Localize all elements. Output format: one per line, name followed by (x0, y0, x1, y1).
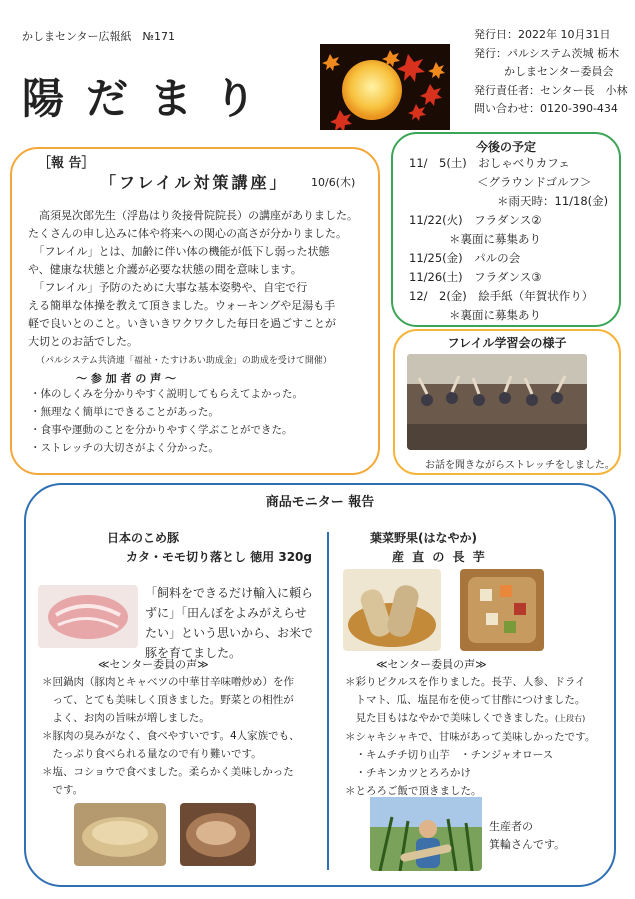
right-product-name: 産 直 の 長 芋 (392, 550, 487, 564)
study-title: フレイル学習会の様子 (447, 336, 567, 350)
monitor-title: 商品モニター 報告 (265, 495, 375, 510)
producer-line: 生産者の (489, 820, 533, 833)
voice-item: って、とても美味しく頂きました。野菜との相性が (42, 694, 294, 706)
left-product-name: カタ・モモ切り落とし 徳用 320g (126, 550, 312, 564)
voice-item: ＊回鍋肉（豚肉とキャベツの中華甘辛味噌炒め）を作 (42, 676, 294, 688)
voice-item: です。 (42, 784, 84, 796)
voice-item: ＊シャキシャキで、甘味があって美味しかったです。 (345, 731, 596, 743)
voice-item: ＊豚肉の臭みがなく、食べやすいです。4人家族でも、 (42, 730, 300, 742)
voice-item: ・食事や運動のことを分かりやすく学ぶことができた。 (30, 424, 293, 436)
publisher: 発行：パルシステム茨城 栃木 (474, 46, 620, 60)
producer-line: 箕輪さんです。 (489, 838, 566, 851)
schedule-list (409, 154, 608, 325)
right-voices-title: ≪センター委員の声≫ (376, 658, 487, 671)
publish-date: 発行日：2022年 10月31日 (474, 28, 611, 41)
report-paragraph: 「フレイル」とは、加齢に伴い体の機能が低下し弱った状態 (28, 245, 330, 258)
voice-item: ・無理なく簡単にできることがあった。 (30, 406, 219, 418)
report-paragraph: える簡単な体操を教えて頂きました。ウォーキングや足湯も手 (28, 299, 336, 312)
right-voices (345, 673, 595, 800)
report-paragraph: 「フレイル」予防のために大事な基本姿勢や、自宅で行 (28, 281, 308, 294)
intro-line: 「飼料をできるだけ輸入に頼ら (145, 586, 314, 600)
left-product-intro (145, 583, 313, 663)
report-paragraph: 大切とのお話でした。 (28, 335, 138, 348)
schedule-item: ＊雨天時：11/18(金) (497, 194, 609, 208)
grant-note: （パルシステム共済連「福祉・たすけあい助成金」の助成を受けて開催） (36, 356, 332, 366)
schedule-title: 今後の予定 (475, 140, 536, 154)
voice-item: ・ストレッチの大切さがよく分かった。 (30, 442, 219, 454)
schedule-item: 12/ 2(金) 絵手紙（年賀状作り） (409, 289, 594, 303)
schedule-item: 11/25(金) パルの会 (409, 251, 521, 265)
left-voices-title: ≪センター委員の声≫ (98, 658, 209, 671)
report-tag: ［報 告］ (38, 156, 95, 171)
voice-item: ＊とろろご飯で頂きました。 (345, 785, 482, 797)
pickles-photo (460, 569, 544, 651)
pork-photo (38, 585, 138, 648)
voice-item: たっぷり食べられる量なので有り難いです。 (42, 748, 262, 760)
right-product-brand: 葉菜野果(はなやか) (370, 531, 477, 545)
report-paragraph: 軽で良いとのこと。いきいきワクワクした毎日を過ごすことが (28, 317, 336, 330)
left-voices (42, 673, 300, 799)
schedule-item: 11/22(火) フラダンス② (409, 213, 542, 227)
publication-info (474, 26, 628, 119)
page-title: 陽だまり (22, 74, 279, 123)
contact-phone: 問い合わせ：0120-390-434 (474, 102, 618, 115)
schedule-item: ＊裏面に募集あり (449, 232, 541, 246)
stir-fry-photo (180, 803, 256, 866)
voice-item: ・体のしくみを分かりやすく説明してもらえてよかった。 (30, 388, 303, 400)
report-paragraph: 高須晃次郎先生（浮島はり灸接骨院院長）の講座がありました。 (28, 209, 358, 222)
study-caption: お話を聞きながらストレッチをしました。 (425, 460, 615, 471)
participant-voices (30, 385, 303, 457)
schedule-item: 11/26(土) フラダンス③ (409, 270, 542, 284)
voice-item: ・キムチチ切り山芋 ・チンジャオロース (345, 749, 554, 761)
yam-basket-photo (343, 569, 441, 651)
schedule-item: ＊裏面に募集あり (449, 308, 541, 322)
report-heading: 「フレイル対策講座」 (100, 173, 289, 192)
voice-item: ＊塩、コショウで食べました。柔らかく美味しかった (42, 766, 294, 778)
report-date: 10/6(木) (311, 176, 356, 189)
schedule-item: 11/ 5(土) おしゃべりカフェ (409, 156, 570, 170)
voice-item: ・チキンカツとろろかけ (345, 767, 471, 779)
report-body (28, 207, 358, 351)
monitor-divider (327, 532, 329, 870)
photo-position-note: (上段右) (555, 714, 586, 723)
voice-item: ＊彩りピクルスを作りました。長芋、人参、ドライ (345, 676, 586, 688)
report-paragraph: や、健康な状態と介護が必要な状態の間を意味します。 (28, 263, 302, 276)
intro-line: たい」という思いから、お米で (145, 626, 314, 640)
intro-line: ずに」「田んぼをよみがえらせ (145, 606, 307, 620)
study-session-photo (407, 354, 587, 450)
left-product-brand: 日本のこめ豚 (107, 531, 180, 545)
producer-caption (489, 818, 565, 854)
intro-line: 豚を育てました。 (145, 646, 242, 660)
responsible-person: 発行責任者：センター長 小林 (474, 83, 628, 97)
report-paragraph: たくさんの申し込みに体や将来への関心の高さが分かりました。 (28, 227, 347, 240)
voice-item: よく、お肉の旨味が増しました。 (42, 712, 210, 724)
voice-item: トマト、瓜、塩昆布を使って甘酢につけました。 (345, 694, 586, 706)
participant-voices-title: ～ 参 加 者 の 声 ～ (76, 372, 176, 385)
autumn-moon-illustration (320, 44, 450, 130)
voice-item-text: 見た目もはなやかで美味しくできました。 (345, 712, 555, 724)
rice-photo (74, 803, 166, 866)
schedule-item: ＜グラウンドゴルフ＞ (477, 175, 592, 189)
issue-number: かしまセンター広報紙 №171 (22, 30, 175, 43)
voice-item (345, 709, 595, 728)
producer-photo (370, 797, 482, 871)
publisher-committee: かしまセンター委員会 (504, 65, 614, 78)
